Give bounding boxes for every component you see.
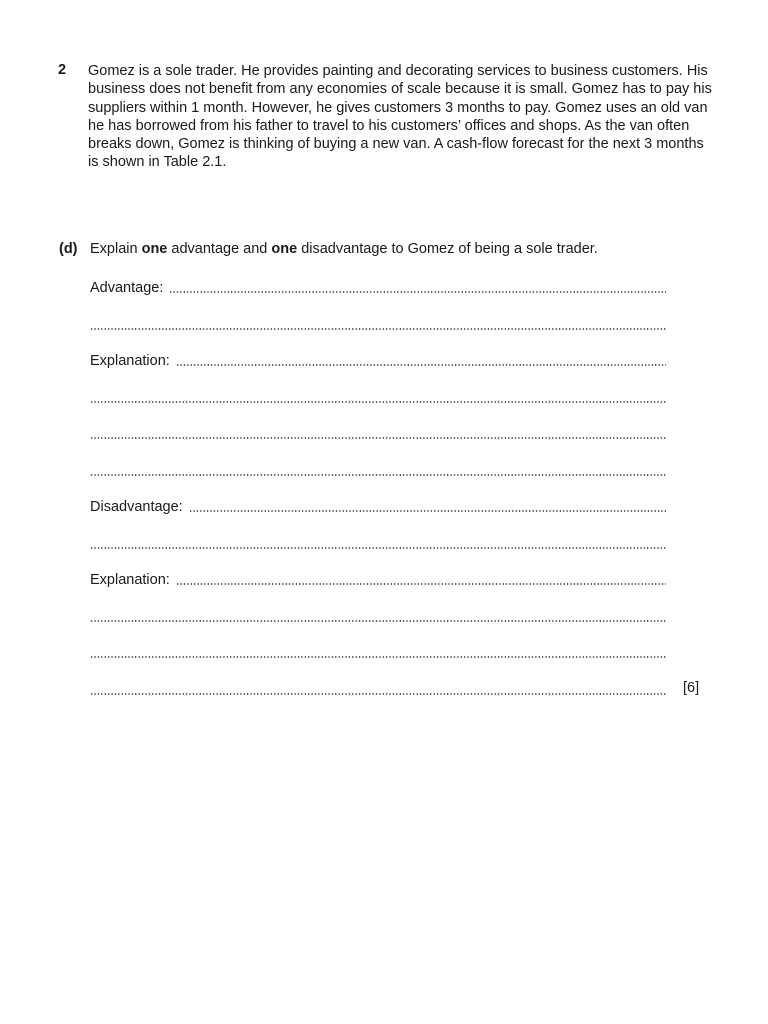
dotted-line: [90, 474, 666, 476]
emphasis-one: one: [141, 241, 168, 257]
answer-line[interactable]: [90, 388, 666, 406]
dotted-line: [90, 547, 666, 549]
question-number: 2: [58, 62, 67, 78]
answer-line[interactable]: [90, 534, 666, 552]
intro-line: he has borrowed from his father to travel to his customers’ offices and shops. As the van often: [88, 117, 690, 134]
intro-line: breaks down, Gomez is thinking of buying a new van. A cash-flow forecast for the next 3 months: [88, 136, 704, 153]
dotted-line: [169, 291, 666, 293]
explanation-answer-line[interactable]: [90, 351, 666, 369]
disadvantage-label: Disadvantage:: [90, 499, 183, 515]
question-text: disadvantage to Gomez of being a sole trader.: [297, 241, 598, 257]
dotted-line: [90, 328, 666, 330]
intro-line: business does not benefit from any economies of scale because it is small. Gomez has to pay his: [88, 81, 712, 98]
answer-line[interactable]: [90, 680, 666, 698]
answer-line[interactable]: [90, 607, 666, 625]
part-label: (d): [59, 241, 78, 257]
dotted-line: [176, 583, 666, 585]
dotted-line: [189, 510, 666, 512]
answer-line[interactable]: [90, 315, 666, 333]
explanation-label: Explanation:: [90, 353, 170, 369]
answer-line[interactable]: [90, 461, 666, 479]
dotted-line: [90, 401, 666, 403]
dotted-line: [90, 656, 666, 658]
question-text: Explain: [90, 241, 142, 257]
intro-line: Gomez is a sole trader. He provides painting and decorating services to business customers. His: [88, 63, 708, 79]
part-question: [90, 241, 598, 257]
marks-allocation: [6]: [683, 680, 700, 696]
dotted-line: [90, 693, 666, 695]
disadvantage-answer-line[interactable]: [90, 497, 666, 515]
question-text: advantage and: [167, 241, 272, 257]
answer-line[interactable]: [90, 424, 666, 442]
dotted-line: [90, 437, 666, 439]
dotted-line: [176, 364, 666, 366]
intro-line: is shown in Table 2.1.: [88, 154, 227, 171]
dotted-line: [90, 620, 666, 622]
emphasis-one: one: [271, 241, 298, 257]
advantage-answer-line[interactable]: [90, 278, 666, 296]
answer-line[interactable]: [90, 643, 666, 661]
question-intro: [88, 62, 712, 172]
advantage-label: Advantage:: [90, 280, 164, 296]
explanation-answer-line[interactable]: [90, 570, 666, 588]
explanation-label: Explanation:: [90, 572, 170, 588]
intro-line: suppliers within 1 month. However, he gives customers 3 months to pay. Gomez uses an old van: [88, 99, 708, 116]
